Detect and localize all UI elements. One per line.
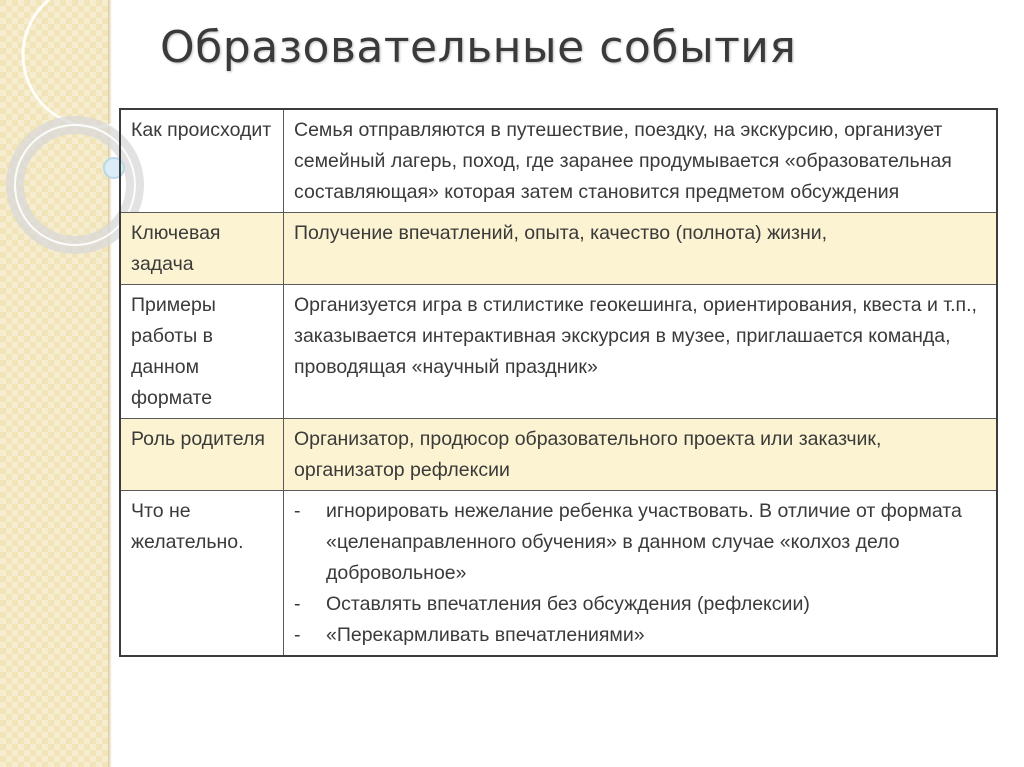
list-item-text: игнорировать нежелание ребенка участвовать. В отличие от формата «целенаправленного обучения» в данном случае «колхоз дело добровольное» — [326, 500, 962, 584]
row-value-undesirable — [284, 491, 998, 657]
list-item — [294, 620, 986, 651]
table-row — [120, 213, 997, 285]
dash-bullet: - — [294, 624, 301, 646]
row-value-task: Получение впечатлений, опыта, качество (полнота) жизни, — [284, 213, 998, 285]
row-key-task: Ключевая задача — [120, 213, 284, 285]
table-row — [120, 491, 997, 657]
table-row — [120, 419, 997, 491]
row-key-undesirable: Что не желательно. — [120, 491, 284, 657]
list-item — [294, 496, 986, 589]
dash-bullet: - — [294, 593, 301, 615]
undesirable-list — [294, 496, 986, 651]
info-table — [119, 108, 998, 657]
row-key-how: Как происходит — [120, 109, 284, 213]
row-value-parent-role: Организатор, продюсор образовательного проекта или заказчик, организатор рефлексии — [284, 419, 998, 491]
page-title: Образовательные события — [160, 22, 797, 73]
row-key-parent-role: Роль родителя — [120, 419, 284, 491]
row-key-examples: Примеры работы в данном формате — [120, 285, 284, 419]
row-value-examples: Организуется игра в стилистике геокешинга, ориентирования, квеста и т.п., заказывается интерактивная экскурсия в музее, приглашается команда, проводящая «научный праздник» — [284, 285, 998, 419]
table-row — [120, 109, 997, 213]
list-item-text: «Перекармливать впечатлениями» — [326, 624, 645, 646]
dash-bullet: - — [294, 500, 301, 522]
table-row — [120, 285, 997, 419]
list-item-text: Оставлять впечатления без обсуждения (рефлексии) — [326, 593, 810, 615]
row-value-how: Семья отправляются в путешествие, поездку, на экскурсию, организует семейный лагерь, поход, где заранее продумывается «образовательная составляющая» которая затем становится предметом обсуждения — [284, 109, 998, 213]
list-item — [294, 589, 986, 620]
